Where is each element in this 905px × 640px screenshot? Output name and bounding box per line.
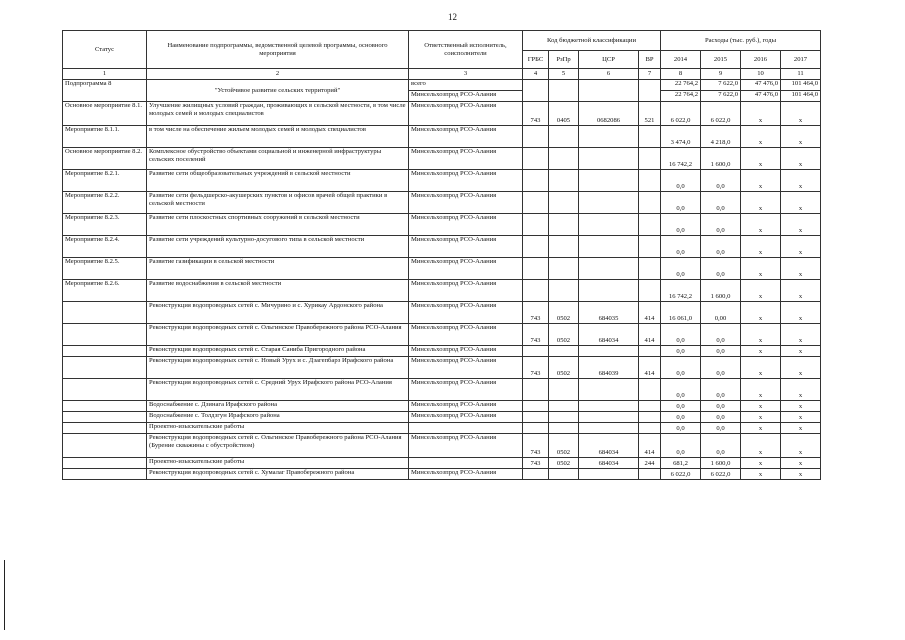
value-2014: 0,0 [661, 423, 701, 434]
value-2014: 6 022,0 [661, 102, 701, 126]
value-2016: х [741, 458, 781, 469]
row-rzpr [549, 423, 579, 434]
row-vr [639, 379, 661, 401]
row-name: Развитие сети учреждений культурно-досугового типа в сельской местности [147, 236, 409, 258]
row-grbs [523, 126, 549, 148]
col-number: 1 [63, 69, 147, 80]
value-2017: х [781, 258, 821, 280]
row-status [63, 302, 147, 324]
table-row [63, 357, 821, 379]
value-2014: 22 764,2 [661, 91, 701, 102]
row-executor: Минсельхозпрод РСО-Алания [409, 401, 523, 412]
row-status [63, 434, 147, 458]
column-number-row [63, 69, 821, 80]
row-name: Реконструкция водопроводных сетей с. Ольгинское Правобережного района РСО-Алания (Бурение скважины с обустройством) [147, 434, 409, 458]
value-2017: х [781, 412, 821, 423]
row-grbs [523, 379, 549, 401]
value-2015: 6 022,0 [701, 102, 741, 126]
row-status: Мероприятие 8.2.2. [63, 192, 147, 214]
value-2015: 0,0 [701, 170, 741, 192]
row-vr [639, 192, 661, 214]
row-grbs [523, 280, 549, 302]
row-rzpr [549, 148, 579, 170]
table-row [63, 214, 821, 236]
year-2017-header: 2017 [781, 51, 821, 69]
row-executor: Минсельхозпрод РСО-Алания [409, 357, 523, 379]
row-name: Реконструкция водопроводных сетей с. Старая Саниба Пригородного района [147, 346, 409, 357]
table-row [63, 170, 821, 192]
row-status: Мероприятие 8.1.1. [63, 126, 147, 148]
row-executor: Минсельхозпрод РСО-Алания [409, 258, 523, 280]
row-rzpr [549, 280, 579, 302]
table-row [63, 379, 821, 401]
value-2015: 0,0 [701, 236, 741, 258]
row-executor: Минсельхозпрод РСО-Алания [409, 434, 523, 458]
value-2015: 4 218,0 [701, 126, 741, 148]
row-vr [639, 412, 661, 423]
row-csr: 0682086 [579, 102, 639, 126]
row-grbs [523, 412, 549, 423]
value-2014: 0,0 [661, 324, 701, 346]
value-2017: х [781, 236, 821, 258]
value-2017: х [781, 346, 821, 357]
value-2014: 0,0 [661, 214, 701, 236]
row-vr [639, 423, 661, 434]
row-csr [579, 401, 639, 412]
budget-table [62, 30, 821, 480]
value-2015: 0,0 [701, 401, 741, 412]
table-row [63, 469, 821, 480]
row-grbs [523, 469, 549, 480]
row-status [63, 458, 147, 469]
value-2015: 0,0 [701, 324, 741, 346]
row-vr [639, 469, 661, 480]
row-name: Развитие сети общеобразовательных учреждений в сельской местности [147, 170, 409, 192]
row-vr [639, 148, 661, 170]
row-csr [579, 469, 639, 480]
program-executor: Минсельхозпрод РСО-Алания [409, 91, 523, 102]
row-status [63, 401, 147, 412]
value-2014: 22 764,2 [661, 80, 701, 91]
value-2015: 1 600,0 [701, 280, 741, 302]
row-vr [639, 236, 661, 258]
row-executor: Минсельхозпрод РСО-Алания [409, 412, 523, 423]
year-2014-header: 2014 [661, 51, 701, 69]
row-name: Реконструкция водопроводных сетей с. Новый Урух и с. Дзагепбарз Ирафского района [147, 357, 409, 379]
row-csr [579, 148, 639, 170]
program-row-total [63, 80, 821, 91]
table-row [63, 126, 821, 148]
row-vr [639, 214, 661, 236]
value-2016: х [741, 302, 781, 324]
value-2017: х [781, 324, 821, 346]
row-vr [639, 346, 661, 357]
value-2017: х [781, 401, 821, 412]
value-2017: х [781, 102, 821, 126]
value-2014: 0,0 [661, 401, 701, 412]
table-row [63, 236, 821, 258]
value-2016: х [741, 357, 781, 379]
program-status: Подпрограмма 8 [63, 80, 147, 102]
row-rzpr: 0502 [549, 324, 579, 346]
value-2016: х [741, 148, 781, 170]
row-vr [639, 258, 661, 280]
row-grbs: 743 [523, 102, 549, 126]
value-2015: 0,0 [701, 412, 741, 423]
row-vr: 414 [639, 357, 661, 379]
value-2016: х [741, 102, 781, 126]
table-row [63, 412, 821, 423]
row-grbs [523, 258, 549, 280]
row-executor [409, 458, 523, 469]
value-2017: х [781, 126, 821, 148]
row-name: Развитие водоснабжения в сельской местности [147, 280, 409, 302]
col-number: 7 [639, 69, 661, 80]
row-status: Мероприятие 8.2.6. [63, 280, 147, 302]
expenses-header: Расходы (тыс. руб.), годы [661, 31, 821, 51]
csr-header: ЦСР [579, 51, 639, 69]
value-2015: 0,0 [701, 214, 741, 236]
value-2016: х [741, 280, 781, 302]
value-2014: 3 474,0 [661, 126, 701, 148]
col-number: 8 [661, 69, 701, 80]
value-2016: 47 476,0 [741, 80, 781, 91]
value-2015: 1 600,0 [701, 458, 741, 469]
table-row [63, 102, 821, 126]
row-name: Реконструкция водопроводных сетей с. Ольгинское Правобережного района РСО-Алания [147, 324, 409, 346]
col-number: 10 [741, 69, 781, 80]
row-executor: Минсельхозпрод РСО-Алания [409, 192, 523, 214]
budget-code-header: Код бюджетной классификации [523, 31, 661, 51]
value-2016: х [741, 434, 781, 458]
value-2014: 681,2 [661, 458, 701, 469]
table-row [63, 423, 821, 434]
value-2014: 0,0 [661, 379, 701, 401]
value-2017: х [781, 434, 821, 458]
table-row [63, 324, 821, 346]
col-number: 4 [523, 69, 549, 80]
col-number: 9 [701, 69, 741, 80]
row-rzpr: 0502 [549, 458, 579, 469]
value-2014: 0,0 [661, 357, 701, 379]
value-2016: х [741, 214, 781, 236]
value-2016: х [741, 324, 781, 346]
row-csr: 684035 [579, 302, 639, 324]
row-grbs [523, 346, 549, 357]
row-executor: Минсельхозпрод РСО-Алания [409, 280, 523, 302]
table-row [63, 192, 821, 214]
value-2014: 6 022,0 [661, 469, 701, 480]
row-rzpr [549, 170, 579, 192]
row-csr: 684034 [579, 324, 639, 346]
page-number: 12 [448, 12, 457, 22]
value-2015: 6 022,0 [701, 469, 741, 480]
row-vr [639, 126, 661, 148]
row-csr [579, 280, 639, 302]
value-2015: 0,0 [701, 434, 741, 458]
row-status [63, 423, 147, 434]
row-name: Водоснабжение с. Дзинага Ирафского района [147, 401, 409, 412]
value-2014: 0,0 [661, 170, 701, 192]
value-2016: х [741, 192, 781, 214]
value-2015: 0,0 [701, 258, 741, 280]
value-2015: 0,00 [701, 302, 741, 324]
value-2015: 0,0 [701, 379, 741, 401]
row-vr [639, 170, 661, 192]
value-2014: 0,0 [661, 192, 701, 214]
value-2017: х [781, 170, 821, 192]
row-executor: Минсельхозпрод РСО-Алания [409, 126, 523, 148]
row-status: Мероприятие 8.2.4. [63, 236, 147, 258]
row-rzpr: 0405 [549, 102, 579, 126]
row-executor: Минсельхозпрод РСО-Алания [409, 302, 523, 324]
value-2015: 0,0 [701, 423, 741, 434]
value-2016: х [741, 126, 781, 148]
row-executor: Минсельхозпрод РСО-Алания [409, 379, 523, 401]
row-csr [579, 258, 639, 280]
row-grbs: 743 [523, 434, 549, 458]
row-status: Мероприятие 8.2.1. [63, 170, 147, 192]
value-2014: 0,0 [661, 434, 701, 458]
value-2016: х [741, 346, 781, 357]
row-csr: 684034 [579, 434, 639, 458]
row-rzpr [549, 379, 579, 401]
col-number: 5 [549, 69, 579, 80]
row-vr: 244 [639, 458, 661, 469]
value-2017: х [781, 214, 821, 236]
row-name: Реконструкция водопроводных сетей с. Мичурино и с. Хурикау Ардонского района [147, 302, 409, 324]
table-row [63, 302, 821, 324]
row-grbs: 743 [523, 324, 549, 346]
value-2014: 0,0 [661, 412, 701, 423]
value-2015: 0,0 [701, 357, 741, 379]
row-name: Комплексное обустройство объектами социальной и инженерной инфраструктуры сельских поселений [147, 148, 409, 170]
row-name: в том числе на обеспечение жильем молодых семей и молодых специалистов [147, 126, 409, 148]
row-status [63, 324, 147, 346]
value-2017: х [781, 423, 821, 434]
table-row [63, 258, 821, 280]
row-csr: 684039 [579, 357, 639, 379]
row-executor [409, 423, 523, 434]
value-2015: 1 600,0 [701, 148, 741, 170]
col-number: 2 [147, 69, 409, 80]
value-2017: 101 464,0 [781, 91, 821, 102]
row-grbs [523, 401, 549, 412]
row-grbs [523, 423, 549, 434]
row-rzpr [549, 258, 579, 280]
row-csr [579, 192, 639, 214]
row-rzpr [549, 192, 579, 214]
row-grbs [523, 214, 549, 236]
row-rzpr [549, 346, 579, 357]
status-header: Статус [63, 31, 147, 69]
value-2017: х [781, 148, 821, 170]
value-2016: х [741, 412, 781, 423]
row-grbs [523, 192, 549, 214]
row-name: Улучшение жилищных условий граждан, проживающих в сельской местности, в том числе молодых семей и молодых специалистов [147, 102, 409, 126]
row-status [63, 379, 147, 401]
row-vr: 414 [639, 302, 661, 324]
table-row [63, 148, 821, 170]
col-number: 3 [409, 69, 523, 80]
row-vr [639, 401, 661, 412]
row-status: Основное мероприятие 8.2. [63, 148, 147, 170]
year-2015-header: 2015 [701, 51, 741, 69]
row-rzpr [549, 412, 579, 423]
value-2016: х [741, 170, 781, 192]
row-name: Проектно-изыскательские работы [147, 458, 409, 469]
row-rzpr: 0502 [549, 434, 579, 458]
value-2014: 16 061,0 [661, 302, 701, 324]
row-csr [579, 170, 639, 192]
row-csr [579, 412, 639, 423]
row-executor: Минсельхозпрод РСО-Алания [409, 236, 523, 258]
value-2017: х [781, 357, 821, 379]
program-executor: всего [409, 80, 523, 91]
row-name: Развитие сети фельдшерско-акушерских пунктов и офисов врачей общей практики в сельской местности [147, 192, 409, 214]
row-grbs [523, 236, 549, 258]
value-2017: х [781, 469, 821, 480]
scan-edge-mark [4, 560, 5, 630]
value-2016: х [741, 258, 781, 280]
row-status [63, 346, 147, 357]
row-csr [579, 346, 639, 357]
row-vr: 414 [639, 324, 661, 346]
row-executor: Минсельхозпрод РСО-Алания [409, 469, 523, 480]
row-csr [579, 236, 639, 258]
row-status: Основное мероприятие 8.1. [63, 102, 147, 126]
row-executor: Минсельхозпрод РСО-Алания [409, 148, 523, 170]
row-csr: 684034 [579, 458, 639, 469]
value-2015: 7 622,0 [701, 80, 741, 91]
value-2016: х [741, 401, 781, 412]
row-grbs: 743 [523, 458, 549, 469]
value-2014: 16 742,2 [661, 148, 701, 170]
value-2015: 7 622,0 [701, 91, 741, 102]
program-name: "Устойчивое развитие сельских территорий" [147, 80, 409, 102]
value-2015: 0,0 [701, 346, 741, 357]
row-csr [579, 126, 639, 148]
table-row [63, 346, 821, 357]
row-name: Реконструкция водопроводных сетей с. Хумалаг Правобережного района [147, 469, 409, 480]
row-rzpr [549, 401, 579, 412]
row-executor: Минсельхозпрод РСО-Алания [409, 324, 523, 346]
row-rzpr: 0502 [549, 302, 579, 324]
table-row [63, 434, 821, 458]
value-2015: 0,0 [701, 192, 741, 214]
row-name: Реконструкция водопроводных сетей с. Средний Урух Ирафского района РСО-Алания [147, 379, 409, 401]
row-grbs: 743 [523, 357, 549, 379]
vr-header: ВР [639, 51, 661, 69]
row-rzpr [549, 236, 579, 258]
value-2017: х [781, 458, 821, 469]
value-2016: х [741, 469, 781, 480]
row-executor: Минсельхозпрод РСО-Алания [409, 346, 523, 357]
row-status: Мероприятие 8.2.5. [63, 258, 147, 280]
value-2016: х [741, 236, 781, 258]
value-2014: 0,0 [661, 258, 701, 280]
row-executor: Минсельхозпрод РСО-Алания [409, 170, 523, 192]
table-row [63, 401, 821, 412]
row-csr [579, 214, 639, 236]
name-header: Наименование подпрограммы, ведомственной целевой программы, основного мероприятия [147, 31, 409, 69]
row-status: Мероприятие 8.2.3. [63, 214, 147, 236]
row-vr: 414 [639, 434, 661, 458]
row-rzpr [549, 469, 579, 480]
year-2016-header: 2016 [741, 51, 781, 69]
row-name: Развитие сети плоскостных спортивных сооружений в сельской местности [147, 214, 409, 236]
row-executor: Минсельхозпрод РСО-Алания [409, 214, 523, 236]
row-grbs [523, 148, 549, 170]
value-2017: х [781, 302, 821, 324]
table-row [63, 280, 821, 302]
value-2016: 47 476,0 [741, 91, 781, 102]
row-executor: Минсельхозпрод РСО-Алания [409, 102, 523, 126]
executor-header: Ответственный исполнитель, соисполнители [409, 31, 523, 69]
value-2014: 0,0 [661, 346, 701, 357]
row-status [63, 469, 147, 480]
value-2017: х [781, 280, 821, 302]
value-2017: х [781, 379, 821, 401]
row-vr: 521 [639, 102, 661, 126]
row-csr [579, 379, 639, 401]
value-2016: х [741, 423, 781, 434]
row-status [63, 357, 147, 379]
row-rzpr [549, 126, 579, 148]
row-grbs: 743 [523, 302, 549, 324]
row-name: Развитие газификации в сельской местности [147, 258, 409, 280]
row-vr [639, 280, 661, 302]
row-name: Водоснабжение с. Толдзгун Ирафского района [147, 412, 409, 423]
row-status [63, 412, 147, 423]
row-rzpr: 0502 [549, 357, 579, 379]
row-csr [579, 423, 639, 434]
col-number: 11 [781, 69, 821, 80]
value-2017: 101 464,0 [781, 80, 821, 91]
row-name: Проектно-изыскательские работы [147, 423, 409, 434]
value-2014: 16 742,2 [661, 280, 701, 302]
value-2016: х [741, 379, 781, 401]
value-2017: х [781, 192, 821, 214]
row-rzpr [549, 214, 579, 236]
col-number: 6 [579, 69, 639, 80]
rzpr-header: РзПр [549, 51, 579, 69]
row-grbs [523, 170, 549, 192]
value-2014: 0,0 [661, 236, 701, 258]
table-row [63, 458, 821, 469]
grbs-header: ГРБС [523, 51, 549, 69]
